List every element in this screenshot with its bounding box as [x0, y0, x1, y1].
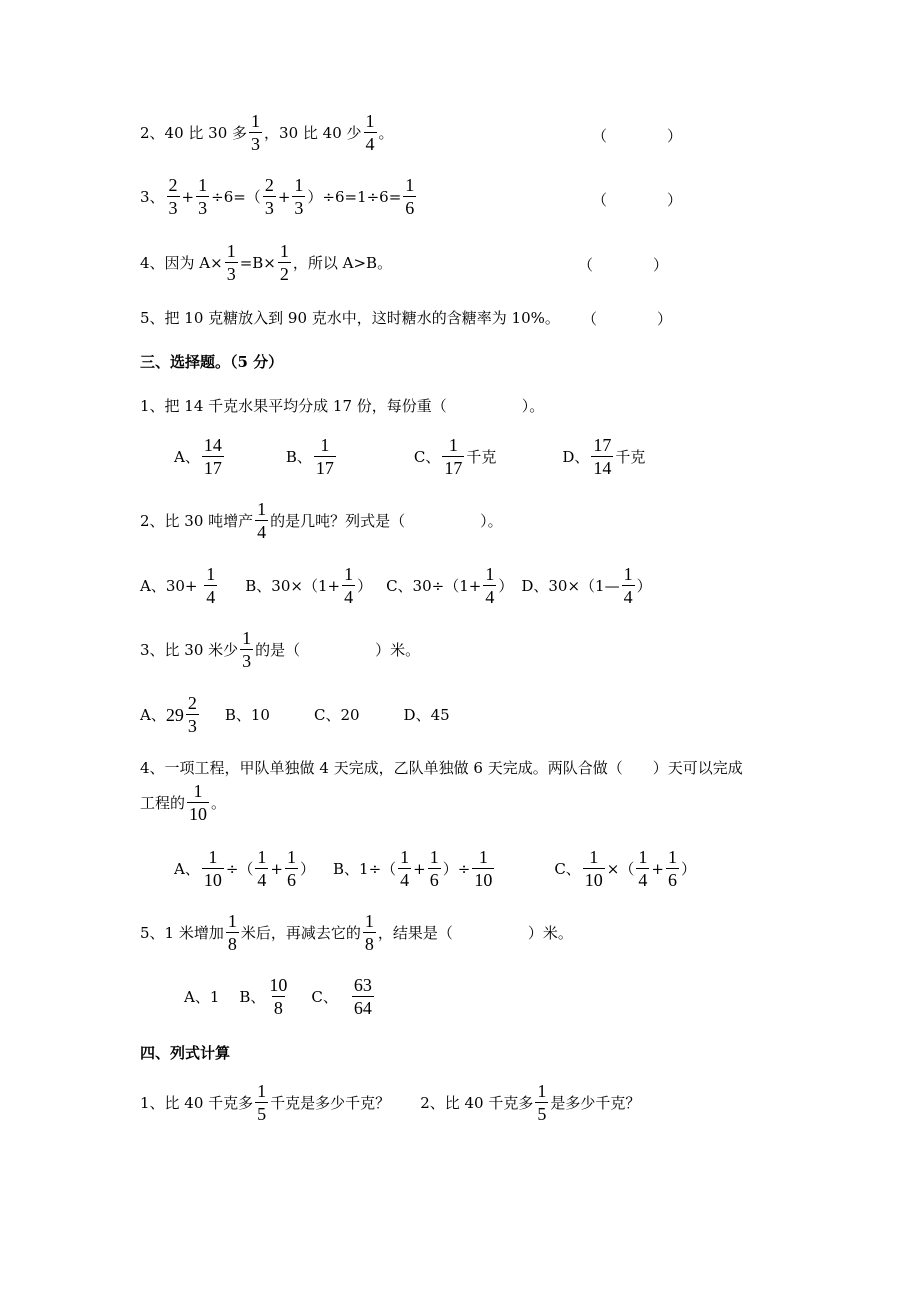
fraction: $\frac{1}{2}$	[279, 241, 289, 284]
q-text: 4、因为 A×	[140, 253, 223, 272]
option-b[interactable]: B、1÷（ $\frac{1}{4}$ + $\frac{1}{6}$ ）÷ $\frac{1}{10}$	[333, 847, 493, 890]
fraction: $\frac{1}{3}$	[226, 241, 236, 284]
fraction: $\frac{1}{8}$	[227, 911, 237, 954]
fraction: $\frac{1}{10}$	[189, 781, 208, 824]
q-text: 2、40 比 30 多	[140, 123, 248, 142]
fraction: $\frac{1}{4}$	[257, 499, 267, 542]
option-c[interactable]: C、 $\frac{63}{64}$	[311, 975, 372, 1018]
section-title: 四、列式计算	[140, 1044, 231, 1062]
fraction: $\frac{1}{3}$	[242, 628, 252, 671]
option-b[interactable]: B、30×（1+ $\frac{1}{4}$ ）	[245, 564, 373, 607]
option-d[interactable]: D、45	[403, 705, 450, 724]
choice-q4-line2: 工程的 $\frac{1}{10}$ 。	[140, 781, 227, 824]
option-c[interactable]: C、30÷（1+ $\frac{1}{4}$ ）	[386, 564, 514, 607]
fraction: $\frac{1}{3}$	[251, 111, 261, 154]
choice-q4-options	[174, 848, 696, 889]
fraction: $\frac{1}{3}$	[294, 175, 304, 218]
q-text: 千克是多少千克？	[270, 1093, 391, 1112]
q-text: 1、比 40 千克多	[140, 1093, 254, 1112]
option-b[interactable]: B、10	[224, 705, 270, 724]
option-d[interactable]: D、 $\frac{17}{14}$ 千克	[562, 435, 646, 478]
q-text: 5、把 10 克糖放入到 90 克水中，这时糖水的含糖率为 10%。	[140, 309, 560, 327]
choice-q2-options	[140, 565, 652, 606]
q-text: +	[181, 187, 195, 206]
fraction: $\frac{1}{8}$	[364, 911, 374, 954]
q-text: 3、	[140, 187, 165, 206]
choice-q5-options	[184, 976, 376, 1017]
fraction: $\frac{1}{3}$	[198, 175, 208, 218]
q-text: 是多少千克？	[550, 1093, 641, 1112]
option-c[interactable]: C、 $\frac{1}{10}$ ×（ $\frac{1}{4}$ + $\frac{1}{6}$ ）	[554, 847, 696, 890]
choice-q1-options	[174, 436, 645, 477]
choice-q3: 3、比 30 米少 $\frac{1}{3}$ 的是（ ）米。	[140, 628, 421, 671]
judgment-q2	[140, 112, 394, 153]
option-b[interactable]: B、 $\frac{1}{17}$	[285, 435, 334, 478]
option-d[interactable]: D、30×（1— $\frac{1}{4}$ ）	[521, 564, 652, 607]
fraction: $\frac{1}{4}$	[365, 111, 375, 154]
option-a[interactable]: A、 $\frac{1}{10}$ ÷（ $\frac{1}{4}$ + $\frac{1}{6}$ ）	[174, 847, 316, 890]
q-text: ，30 比 40 少	[264, 123, 362, 142]
judgment-q4	[140, 242, 392, 283]
option-a[interactable]: A、 29 $\frac{2}{3}$	[140, 693, 197, 736]
fraction: $\frac{1}{5}$	[257, 1081, 267, 1124]
q-text: 2、比 40 千克多	[420, 1093, 534, 1112]
q-text: =B×	[239, 253, 276, 272]
q-text: 。	[378, 123, 394, 142]
answer-blank[interactable]: （ ）	[578, 256, 669, 274]
answer-blank[interactable]: （ ）	[592, 127, 683, 145]
option-c[interactable]: C、 $\frac{1}{17}$ 千克	[413, 435, 497, 478]
answer-blank[interactable]: （ ）	[592, 191, 683, 209]
fraction: $\frac{1}{5}$	[537, 1081, 547, 1124]
choice-q2: 2、比 30 吨增产 $\frac{1}{4}$ 的是几吨？列式是（ ）。	[140, 499, 503, 542]
q-text: ，所以 A>B。	[292, 253, 393, 272]
judgment-q5	[140, 308, 560, 328]
fraction: $\frac{1}{6}$	[405, 175, 415, 218]
option-a[interactable]: A、 $\frac{14}{17}$	[174, 435, 222, 478]
choice-q1: 1、把 14 千克水果平均分成 17 份，每份重（ ）。	[140, 397, 545, 415]
option-a[interactable]: A、1	[184, 987, 220, 1006]
section-title: 三、选择题。（5 分）	[140, 353, 284, 371]
q-text: +	[277, 187, 291, 206]
q-text: ）÷6=1÷6=	[307, 187, 402, 206]
fraction: $\frac{2}{3}$	[168, 175, 178, 218]
q-text: ÷6=（	[211, 187, 261, 206]
calc-questions	[140, 1082, 640, 1123]
option-a[interactable]: A、30+ $\frac{1}{4}$	[140, 564, 216, 607]
option-b[interactable]: B、 $\frac{10}{8}$	[239, 975, 288, 1018]
choice-q3-options	[140, 694, 450, 735]
judgment-q3	[140, 176, 418, 217]
option-c[interactable]: C、20	[313, 705, 360, 724]
choice-q5: 5、1 米增加 $\frac{1}{8}$ 米后，再减去它的 $\frac{1}{8}$ ，结果是（ ）米。	[140, 911, 573, 954]
answer-blank[interactable]: （ ）	[582, 310, 673, 328]
choice-q4-line1: 4、一项工程，甲队单独做 4 天完成，乙队单独做 6 天完成。两队合做（ ）天可以完成	[140, 759, 743, 777]
fraction: $\frac{2}{3}$	[264, 175, 274, 218]
